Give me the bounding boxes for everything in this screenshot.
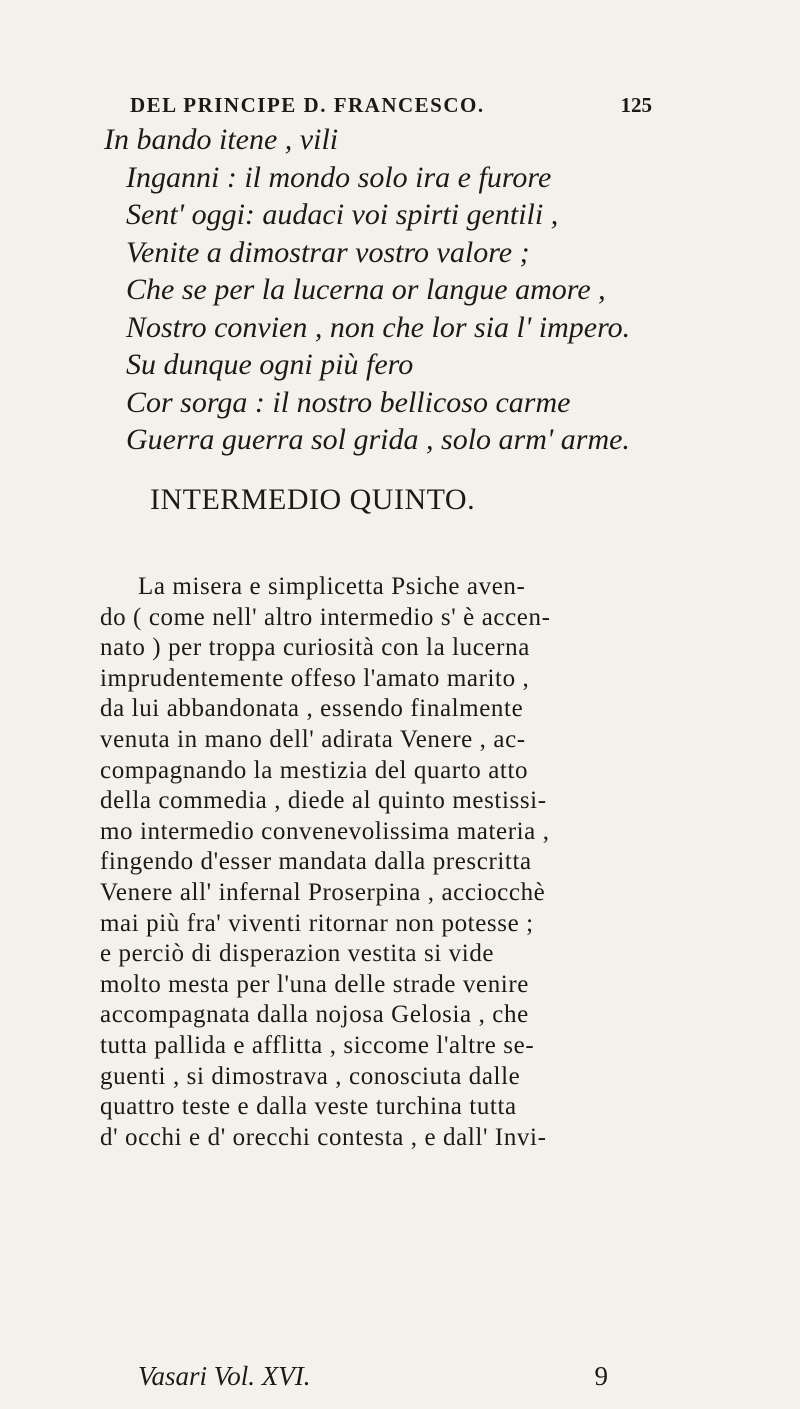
page-number: 125: [620, 93, 652, 117]
running-head: [130, 93, 652, 119]
prose-line: e perciò di disperazion vestita si vide: [100, 940, 495, 968]
prose-line: tutta pallida e afflitta , siccome l'altre se-: [100, 1031, 535, 1059]
running-title: DEL PRINCIPE D. FRANCESCO.: [130, 93, 485, 117]
signature-line: Vasari Vol. XVI.: [138, 1361, 311, 1391]
prose-line: molto mesta per l'una delle strade venire: [100, 970, 529, 998]
verse-line: Inganni : il mondo solo ira e furore: [126, 160, 552, 194]
prose-line: compagnando la mestizia del quarto atto: [100, 756, 529, 784]
verse-line: Su dunque ogni più fero: [126, 348, 414, 381]
prose-line: mo intermedio convenevolissima materia ,: [100, 817, 550, 845]
verse-line: In bando itene , vili: [104, 123, 339, 156]
prose-line: Venere all' infernal Proserpina , acciocchè: [100, 878, 546, 906]
verse-line: Nostro convien , non che lor sia l' impero.: [126, 310, 631, 344]
prose-line: do ( come nell' altro intermedio s' è accen-: [100, 603, 551, 631]
verse-line: Sent' oggi: audaci voi spirti gentili ,: [126, 198, 559, 231]
prose-line: quattro teste e dalla veste turchina tutta: [100, 1093, 517, 1121]
prose-line: imprudentemente offeso l'amato marito ,: [100, 664, 530, 692]
prose-line: guenti , si dimostrava , conosciuta dalle: [100, 1062, 521, 1090]
verse-line: Che se per la lucerna or langue amore ,: [126, 273, 606, 306]
page-footer: [138, 1361, 608, 1395]
prose-line: accompagnata dalla nojosa Gelosia , che: [100, 1001, 529, 1029]
verse-line: Venite a dimostrar vostro valore ;: [126, 235, 530, 269]
prose-line: venuta in mano dell' adirata Venere , ac-: [100, 725, 526, 753]
prose-line: La misera e simplicetta Psiche aven-: [138, 573, 526, 600]
prose-line: d' occhi e d' orecchi contesta , e dall' Invi-: [100, 1123, 547, 1151]
prose-line: nato ) per troppa curiosità con la lucerna: [100, 634, 530, 662]
prose-line: da lui abbandonata , essendo finalmente: [100, 695, 524, 723]
signature-mark: 9: [594, 1361, 608, 1391]
verse-line: Guerra guerra sol grida , solo arm' arme.: [126, 423, 630, 456]
verse-line: Cor sorga : il nostro bellicoso carme: [126, 385, 571, 419]
verse-block: [104, 121, 664, 459]
prose-line: fingendo d'esser mandata dalla prescritta: [100, 848, 532, 876]
section-title: INTERMEDIO QUINTO.: [150, 483, 476, 516]
prose-line: della commedia , diede al quinto mestissi-: [100, 787, 547, 815]
prose-line: mai più fra' viventi ritornar non potesse ;: [100, 909, 534, 937]
prose-paragraph: [100, 572, 680, 1153]
